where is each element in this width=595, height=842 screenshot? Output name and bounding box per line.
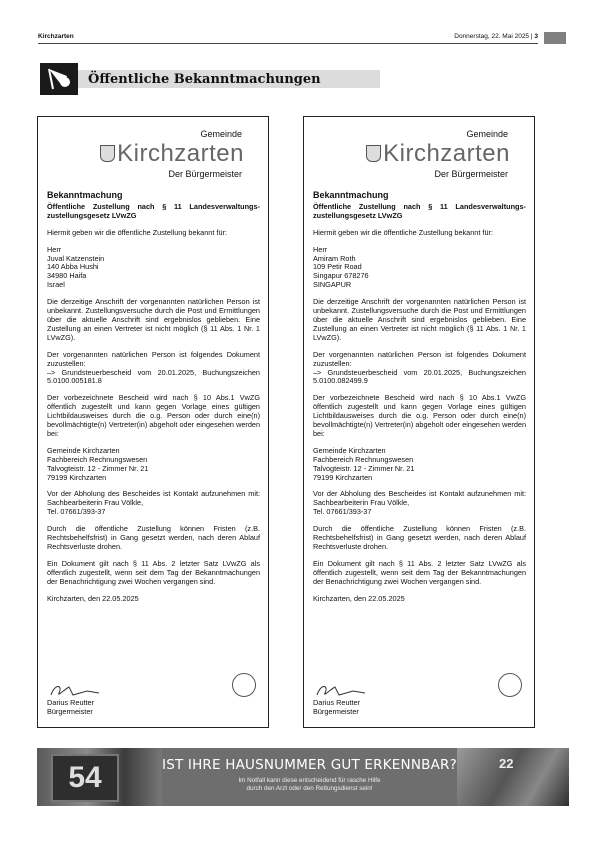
- recipient-address: Herr Amiram Roth 109 Petir Road Singapur 678276 SINGAPUR: [313, 244, 369, 290]
- notice-para-document: Der vorgenannten natürlichen Person ist folgendes Dokument zuzustellen: –> Grundsteuerbescheid vom 20.01.2025, Buchungszeichen 5.0100.082499.9: [313, 349, 526, 386]
- place-date: Kirchzarten, den 22.05.2025: [47, 593, 139, 603]
- page-header: [38, 32, 566, 44]
- section-title: Öffentliche Bekanntmachungen: [88, 72, 321, 87]
- logo-name: Kirchzarten: [117, 140, 244, 167]
- megaphone-icon: [40, 63, 78, 95]
- notice-subheading: Öffentliche Zustellung nach § 11 Landesverwaltungs-zustellungsgesetz LVwZG: [47, 201, 260, 220]
- signature-image: [313, 681, 373, 699]
- signer-block: Darius Reutter Bürgermeister: [313, 698, 361, 716]
- logo-subtitle: Der Bürgermeister: [434, 169, 508, 179]
- notice-para-pickup: Der vorbezeichnete Bescheid wird nach § 10 Abs.1 VwZG öffentlich zugestellt und kann gegen Vorlage eines gültigen Lichtbildausweises durch die o.g. Person oder durch eine(n) bevollmächtigte(n) Vertreter(in) abgeholt oder eingesehen werden bei:: [47, 393, 260, 438]
- notice-para-deadlines: Durch die öffentliche Zustellung können Fristen (z.B. Rechtsbehelfsfrist) in Gang gesetzt werden, nach deren Ablauf Rechtsverluste drohen.: [47, 524, 260, 551]
- notice-para-document: Der vorgenannten natürlichen Person ist folgendes Dokument zuzustellen: –> Grundsteuerbescheid vom 20.01.2025, Buchungszeichen 5.0100.005181.8: [47, 349, 260, 386]
- ad-subtext: Im Notfall kann diese entscheidend für rasche Hilfe durch den Arzt oder den Rettungsdienst sein!: [238, 777, 381, 792]
- notice-heading: Bekanntmachung: [47, 190, 123, 200]
- notice-body: [47, 191, 260, 612]
- ad-text-panel: [162, 748, 457, 806]
- logo-gemeinde: Gemeinde: [200, 129, 242, 139]
- notice-para-pickup: Der vorbezeichnete Bescheid wird nach § 10 Abs.1 VwZG öffentlich zugestellt und kann gegen Vorlage eines gültigen Lichtbildausweises durch die o.g. Person oder durch eine(n) bevollmächtigte(n) Vertreter(in) abgeholt oder eingesehen werden bei:: [313, 393, 526, 438]
- notice-para-delivery: Ein Dokument gilt nach § 11 Abs. 2 letzter Satz LVwZG als öffentlich zugestellt, wenn seit dem Tag der Bekanntmachungen der Benachrichtigung zwei Wochen vergangen sind.: [47, 558, 260, 586]
- header-rule: [38, 43, 538, 44]
- recipient-address: Herr Juval Katzenstein 140 Abba Hushi 34980 Haifa Israel: [47, 244, 105, 290]
- notice-intro: Hiermit geben wir die öffentliche Zustellung bekannt für:: [47, 227, 227, 237]
- house-number-ad: [37, 748, 569, 806]
- crest-icon: [366, 145, 381, 162]
- notice-heading: Bekanntmachung: [313, 190, 389, 200]
- ad-headline: IST IHRE HAUSNUMMER GUT ERKENNBAR?: [162, 757, 457, 773]
- office-address: Gemeinde Kirchzarten Fachbereich Rechnungswesen Talvogteistr. 12 - Zimmer Nr. 21 79199 Kirchzarten: [47, 445, 149, 482]
- notice-box-right: [303, 116, 535, 728]
- page-tab-marker: [544, 32, 566, 44]
- crest-icon: [100, 145, 115, 162]
- notice-intro: Hiermit geben wir die öffentliche Zustellung bekannt für:: [313, 227, 493, 237]
- notice-body: [313, 191, 526, 612]
- notice-para-address: Die derzeitige Anschrift der vorgenannten natürlichen Person ist unbekannt. Zustellungsversuche durch die Post und Ermittlungen über die aktuelle Anschrift sind ergebnislos geblieben. Eine Zustellung an einen Vertreter ist nicht möglich (§ 11 Abs. 1 Nr. 1 LVwZG).: [47, 297, 260, 342]
- municipality-logo: [94, 127, 244, 189]
- notice-para-delivery: Ein Dokument gilt nach § 11 Abs. 2 letzter Satz LVwZG als öffentlich zugestellt, wenn seit dem Tag der Bekanntmachungen der Benachrichtigung zwei Wochen vergangen sind.: [313, 558, 526, 586]
- house-number-plate: 54: [51, 754, 119, 802]
- notice-para-deadlines: Durch die öffentliche Zustellung können Fristen (z.B. Rechtsbehelfsfrist) in Gang gesetzt werden, nach deren Ablauf Rechtsverluste drohen.: [313, 524, 526, 551]
- signer-block: Darius Reutter Bürgermeister: [47, 698, 95, 716]
- signature-image: [47, 681, 107, 699]
- logo-gemeinde: Gemeinde: [466, 129, 508, 139]
- municipality-logo: [360, 127, 510, 189]
- ad-photo-left: [37, 748, 162, 806]
- notice-box-left: [37, 116, 269, 728]
- notice-subheading: Öffentliche Zustellung nach § 11 Landesverwaltungs-zustellungsgesetz LVwZG: [313, 201, 526, 220]
- header-date: Donnerstag, 22. Mai 2025 | 3: [454, 33, 538, 40]
- place-date: Kirchzarten, den 22.05.2025: [313, 593, 405, 603]
- logo-name: Kirchzarten: [383, 140, 510, 167]
- office-address: Gemeinde Kirchzarten Fachbereich Rechnungswesen Talvogteistr. 12 - Zimmer Nr. 21 79199 Kirchzarten: [313, 445, 415, 482]
- notice-para-contact: Vor der Abholung des Bescheides ist Kontakt aufzunehmen mit: Sachbearbeiterin Frau Völkle, Tel. 07661/393-37: [47, 489, 260, 517]
- house-number-plate-right: 22: [499, 756, 514, 771]
- notice-para-address: Die derzeitige Anschrift der vorgenannten natürlichen Person ist unbekannt. Zustellungsversuche durch die Post und Ermittlungen über die aktuelle Anschrift sind ergebnislos geblieben. Eine Zustellung an einen Vertreter ist nicht möglich (§ 11 Abs. 1 Nr. 1 LVwZG).: [313, 297, 526, 342]
- municipal-seal: [232, 673, 256, 697]
- logo-subtitle: Der Bürgermeister: [168, 169, 242, 179]
- municipal-seal: [498, 673, 522, 697]
- notice-para-contact: Vor der Abholung des Bescheides ist Kontakt aufzunehmen mit: Sachbearbeiterin Frau Völkle, Tel. 07661/393-37: [313, 489, 526, 517]
- section-header: [40, 63, 380, 95]
- header-location: Kirchzarten: [38, 33, 74, 40]
